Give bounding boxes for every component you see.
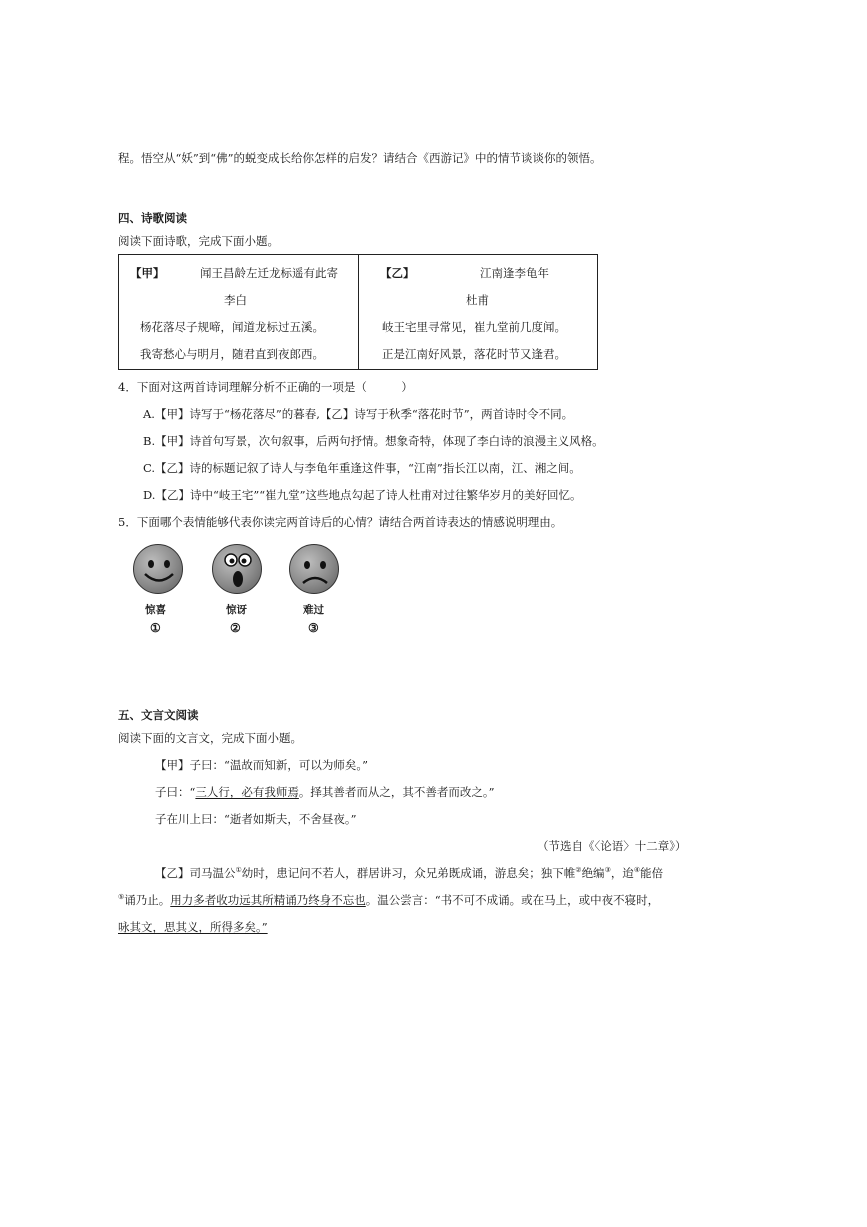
lunyu-line-3: 子在川上曰：“逝者如斯夫，不舍昼夜。” (155, 812, 357, 826)
section4-heading: 四、诗歌阅读 (118, 211, 187, 225)
q4-stem: 4．下面对这两首诗词理解分析不正确的一项是（ ） (118, 380, 413, 394)
face-num-1: ① (150, 621, 161, 635)
poem-b-author: 杜甫 (466, 293, 489, 307)
footnote-mark: ③ (604, 866, 611, 875)
poem-b-line2: 正是江南好风景，落花时节又逢君。 (382, 347, 566, 361)
passage-b-line-2 (118, 892, 659, 908)
lunyu-line-2-post: 。择其善者而从之，其不善者而改之。” (298, 785, 495, 799)
poem-a-author: 李白 (224, 293, 247, 307)
poem-a-line1: 杨花落尽子规啼，闻道龙标过五溪。 (140, 320, 324, 334)
q4-option-d: D.【乙】诗中“岐王宅”“崔九堂”这些地点勾起了诗人杜甫对过往繁华岁月的美好回忆。 (143, 488, 582, 502)
passage-b-line-1 (155, 865, 663, 881)
passage-b-text: 【乙】司马温公 (155, 866, 236, 880)
footnote-mark: ① (235, 866, 242, 875)
lunyu-line-1: 【甲】子曰：“温故而知新，可以为师矣。” (155, 758, 369, 772)
passage-b-line-3: 咏其文，思其义，所得多矣。” (118, 920, 268, 934)
poem-table-divider (358, 255, 359, 369)
intro-line: 程。悟空从“妖”到“佛”的蜕变成长给你怎样的启发？请结合《西游记》中的情节谈谈你的领悟。 (118, 151, 602, 165)
poem-a-line2: 我寄愁心与明月，随君直到夜郎西。 (140, 347, 324, 361)
poem-a-tag: 【甲】 (130, 266, 165, 280)
poem-a-title: 闻王昌龄左迁龙标遥有此寄 (200, 266, 338, 280)
face-label-2: 惊讶 (226, 604, 247, 616)
passage-b-text: 绝编 (581, 866, 605, 880)
poem-b-tag: 【乙】 (380, 266, 415, 280)
footnote-mark: ⑤ (118, 893, 125, 902)
passage-b-text: 幼时，患记问不若人，群居讲习，众兄弟既成诵，游息矣；独下帷 (241, 866, 576, 880)
sad-face-icon (289, 544, 339, 594)
passage-b-underlined-sentence: 用力多者收功远其所精诵乃终身不忘也 (170, 893, 366, 907)
section5-instruction: 阅读下面的文言文，完成下面小题。 (118, 731, 302, 745)
section4-instruction: 阅读下面诗歌，完成下面小题。 (118, 234, 279, 248)
face-label-3: 难过 (303, 604, 324, 616)
lunyu-source: （节选自《〈论语〉十二章》） (537, 839, 687, 853)
face-label-1: 惊喜 (145, 604, 166, 616)
q4-option-a: A.【甲】诗写于“杨花落尽”的暮春,【乙】诗写于秋季“落花时节”，两首诗时令不同。 (143, 407, 574, 421)
passage-b-text: 。温公尝言：“书不可不成诵。或在马上，或中夜不寝时， (365, 893, 660, 907)
footnote-mark: ② (575, 866, 582, 875)
passage-b-text: ，迨 (610, 866, 634, 880)
footnote-mark: ④ (633, 866, 641, 875)
q4-option-b: B.【甲】诗首句写景，次句叙事，后两句抒情。想象奇特，体现了李白诗的浪漫主义风格。 (143, 434, 604, 448)
q4-option-c: C.【乙】诗的标题记叙了诗人与李龟年重逢这件事，“江南”指长江以南，江、湘之间。 (143, 461, 581, 475)
face-num-2: ② (230, 621, 241, 635)
face-num-3: ③ (308, 621, 319, 635)
surprised-face-icon (212, 544, 262, 594)
passage-b-text: 诵乃止。 (124, 893, 171, 907)
lunyu-line-2 (155, 784, 495, 800)
lunyu-line-2-pre: 子曰：“ (155, 785, 196, 799)
section5-heading: 五、文言文阅读 (118, 708, 199, 722)
smiling-face-icon (133, 544, 183, 594)
poem-b-title: 江南逢李龟年 (480, 266, 549, 280)
passage-b-text: 能倍 (640, 866, 664, 880)
q5-stem: 5．下面哪个表情能够代表你读完两首诗后的心情？请结合两首诗表达的情感说明理由。 (118, 515, 563, 529)
lunyu-underlined-phrase: 三人行，必有我师焉 (195, 785, 299, 799)
poem-b-line1: 岐王宅里寻常见，崔九堂前几度闻。 (382, 320, 566, 334)
